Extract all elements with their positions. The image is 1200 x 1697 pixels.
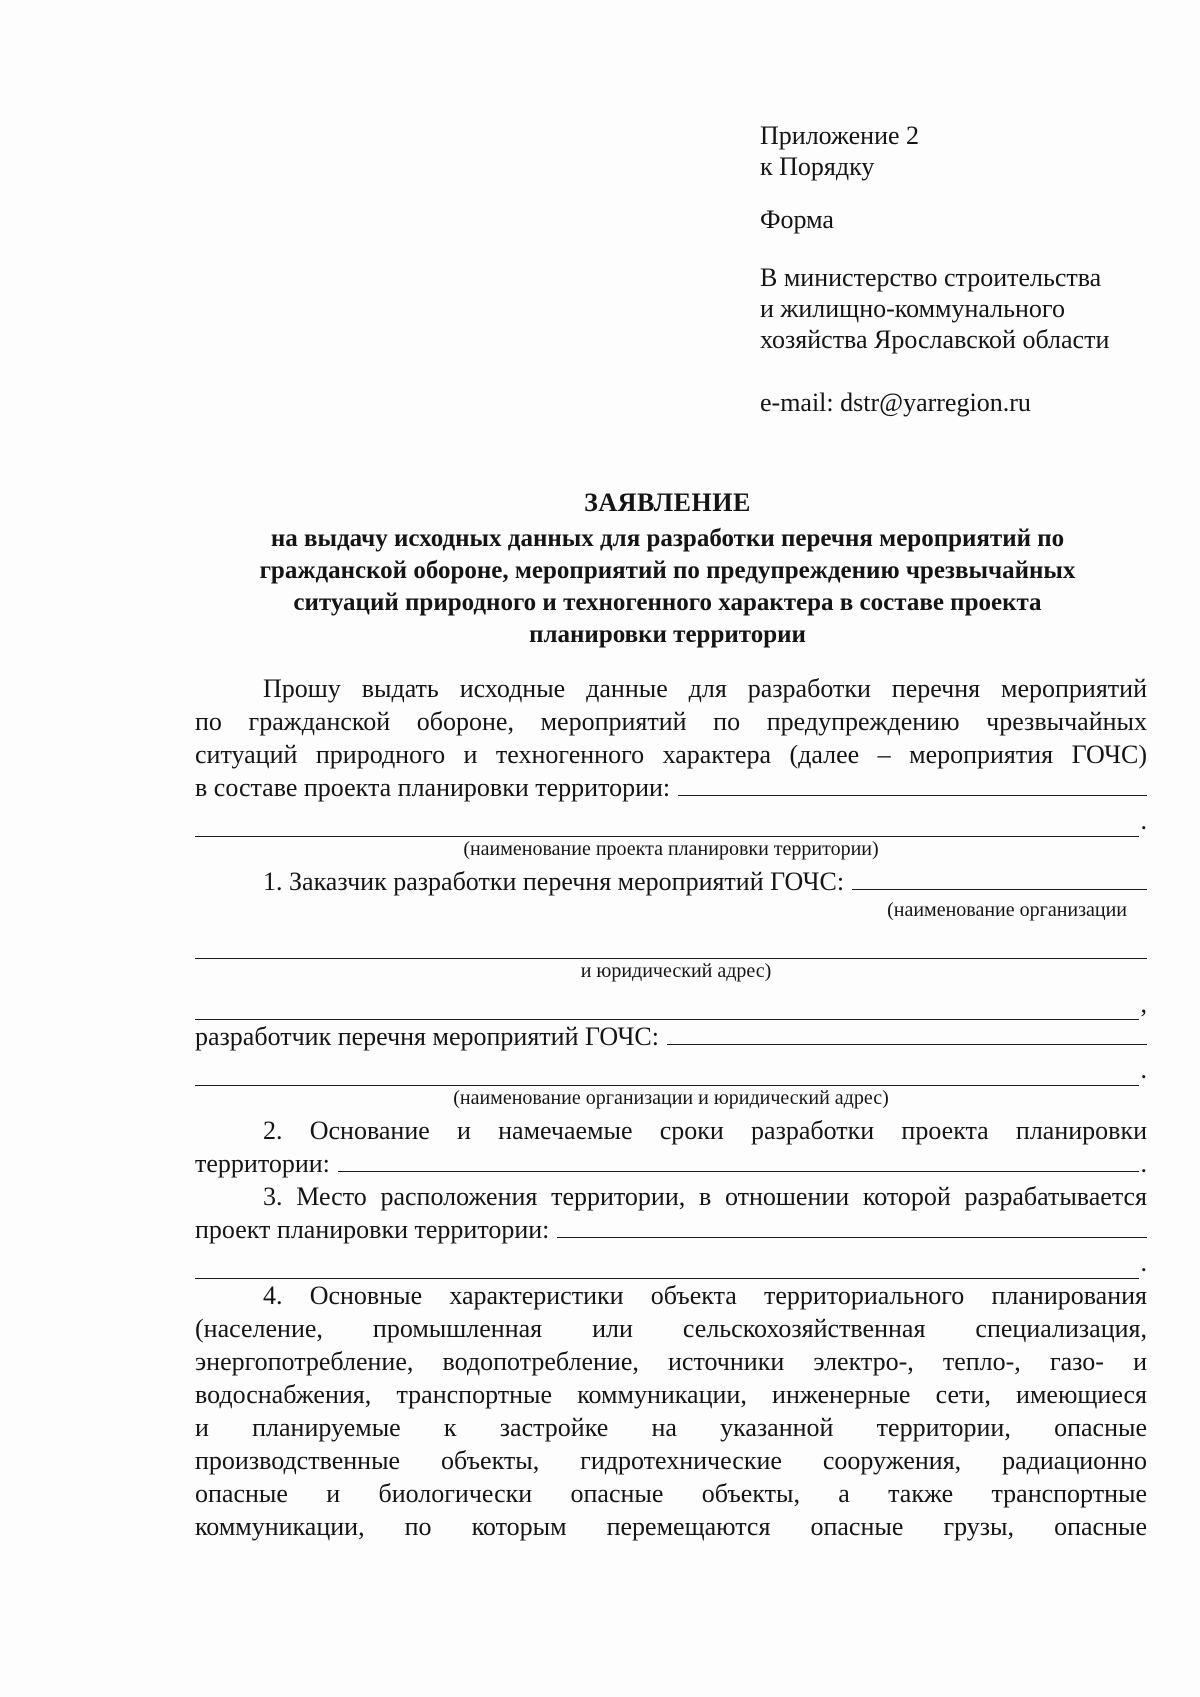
location-field-2[interactable] [195,1254,1139,1279]
header-block [760,120,1170,418]
basis-row [195,1147,1147,1180]
subtitle-line-3: ситуаций природного и техногенного характера в составе проекта [293,589,1042,616]
item-2-line-1: 2. Основание и намечаемые сроки разработки проекта планировки [263,1116,1147,1145]
customer-row [195,865,1147,898]
developer-field[interactable] [667,1020,1147,1045]
project-name-row [195,771,1147,804]
item-4-line-8: коммуникации, по которым перемещаются опасные грузы, опасные [195,1512,1147,1541]
location-field[interactable] [557,1213,1147,1238]
customer-caption-1: (наименование организации [887,899,1127,921]
intro-line-3: ситуаций природного и техногенного характера (далее – мероприятия ГОЧС) [195,740,1147,769]
form-label: Форма [760,205,834,234]
developer-row-2 [195,1053,1147,1086]
order-reference: к Порядку [760,152,875,181]
item-3-line-1: 3. Место расположения территории, в отношении которой разрабатывается [263,1182,1147,1211]
document-subtitle [190,523,1145,651]
intro-line-2: по гражданской обороне, мероприятий по предупреждению чрезвычайных [195,707,1147,736]
customer-row-2 [195,926,1147,959]
subtitle-line-2: гражданской обороне, мероприятий по предупреждению чрезвычайных [259,557,1076,584]
item-4-line-1: 4. Основные характеристики объекта территориального планирования [263,1281,1147,1310]
item-4-line-5: и планируемые к застройке на указанной территории, опасные [195,1413,1147,1442]
project-name-end-dot: . [1140,806,1147,835]
appendix-label: Приложение 2 [760,121,920,150]
document-title: ЗАЯВЛЕНИЕ [584,488,751,517]
location-label: проект планировки территории: [195,1215,550,1244]
developer-label: разработчик перечня мероприятий ГОЧС: [195,1022,659,1051]
basis-label: территории: [195,1149,330,1178]
item-4-line-3: энергопотребление, водопотребление, источники электро-, тепло-, газо- и [195,1347,1147,1376]
developer-end-dot: . [1140,1055,1147,1084]
item-4-line-4: водоснабжения, транспортные коммуникации, инженерные сети, имеющиеся [195,1380,1147,1409]
basis-field[interactable] [338,1147,1139,1172]
location-row-2 [195,1246,1147,1279]
item-4-line-7: опасные и биологически опасные объекты, а также транспортные [195,1479,1147,1508]
project-name-field[interactable] [678,771,1147,796]
developer-row [195,1020,1147,1053]
recipient-email: e-mail: dstr@yarregion.ru [760,388,1031,417]
customer-field-3[interactable] [195,995,1139,1020]
customer-caption-2: и юридический адрес) [580,960,772,982]
developer-field-2[interactable] [195,1061,1139,1086]
customer-field[interactable] [852,865,1147,890]
item-4-line-6: производственные объекты, гидротехнические сооружения, радиационно [195,1446,1147,1475]
recipient-line-3: хозяйства Ярославской области [760,325,1110,354]
item-4-line-2: (население, промышленная или сельскохозяйственная специализация, [195,1314,1147,1343]
basis-end-dot: . [1140,1149,1147,1178]
customer-label: 1. Заказчик разработки перечня мероприятий ГОЧС: [263,867,845,896]
customer-row-3 [195,987,1147,1020]
developer-caption: (наименование организации и юридический адрес) [453,1087,889,1109]
location-row [195,1213,1147,1246]
customer-end-comma: , [1140,989,1147,1018]
subtitle-line-1: на выдачу исходных данных для разработки перечня мероприятий по [270,525,1065,552]
application-body [195,672,1147,1543]
subtitle-line-4: планировки территории [529,621,806,648]
project-name-field-2[interactable] [195,812,1139,837]
recipient-line-2: и жилищно-коммунального [760,294,1065,323]
intro-line-1: Прошу выдать исходные данные для разработки перечня мероприятий [263,674,1147,703]
project-name-label: в составе проекта планировки территории: [195,773,671,802]
project-name-row-2 [195,804,1147,837]
recipient-line-1: В министерство строительства [760,263,1102,292]
project-name-caption: (наименование проекта планировки территории) [463,838,879,860]
location-end-dot: . [1140,1248,1147,1277]
customer-field-2[interactable] [195,934,1147,959]
